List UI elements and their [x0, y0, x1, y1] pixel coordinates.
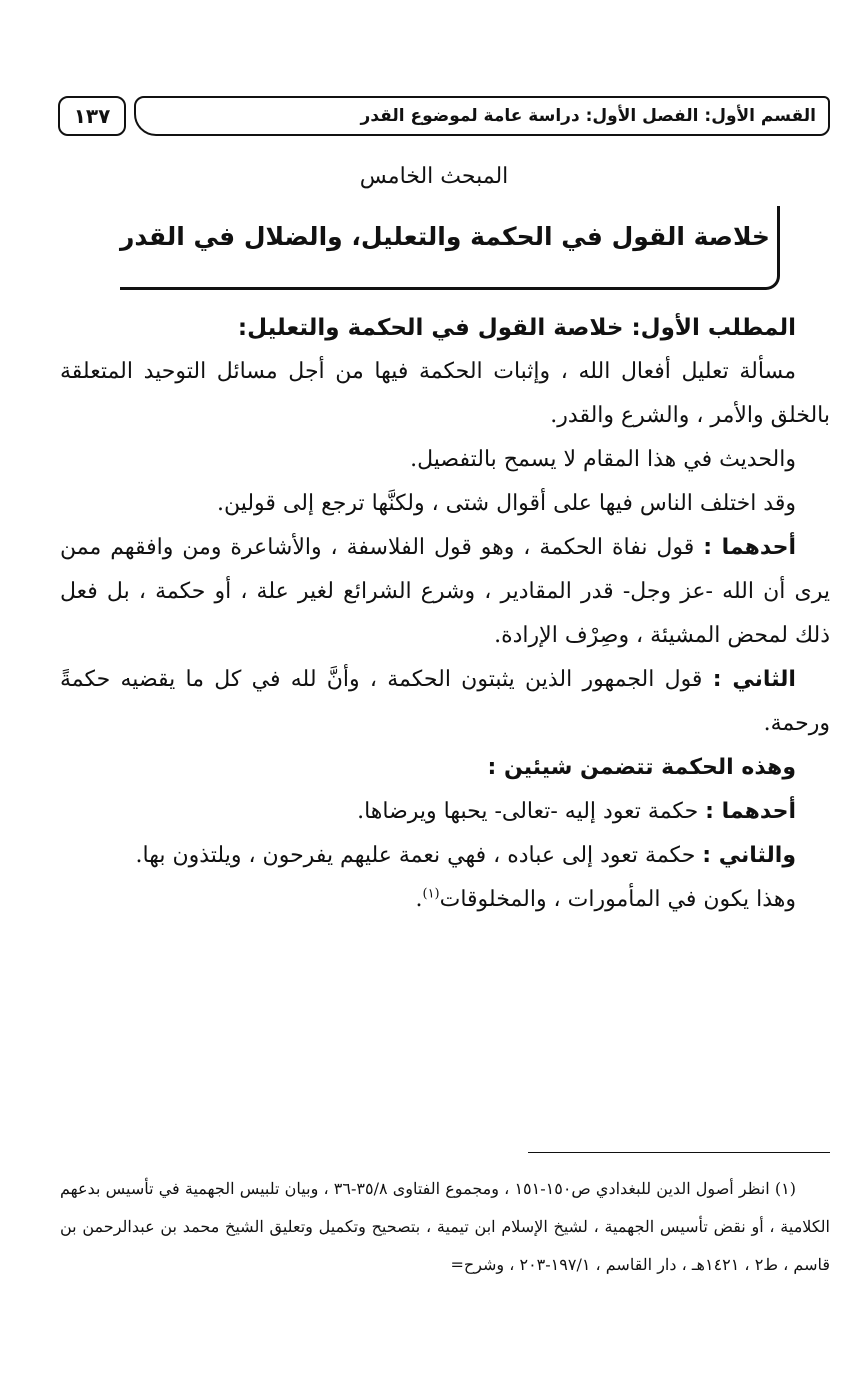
paragraph-8-text: حكمة تعود إلى عباده ، فهي نعمة عليهم يفرحون ، ويلتذون بها. — [135, 843, 703, 868]
footnote-1: (١) انظر أصول الدين للبغدادي ص١٥٠-١٥١ ، ومجموع الفتاوى ٣٥/٨-٣٦ ، وبيان تلبيس الجهمية في تأسيس بدعهم الكلامية ، أو نقض تأسيس الجهمية ، لشيخ الإسلام ابن تيمية ، بتصحيح وتكميل وتعليق الشيخ محمد بن عبدالرحمن بن قاسم ، ط٢ ، ١٤٢١هـ ، دار القاسم ، ١٩٧/١-٢٠٣ ، وشرح= — [60, 1179, 830, 1274]
paragraph-6-text: وهذه الحكمة تتضمن شيئين : — [487, 755, 796, 780]
paragraph-9 — [60, 878, 830, 922]
subheading: المطلب الأول: خلاصة القول في الحكمة والتعليل: — [237, 315, 796, 341]
paragraph-4-lead: أحدهما : — [703, 535, 796, 560]
paragraph-5 — [60, 658, 830, 746]
body-text — [60, 306, 830, 922]
paragraph-7-text: حكمة تعود إليه -تعالى- يحبها ويرضاها. — [357, 799, 706, 824]
paragraph-3: وقد اختلف الناس فيها على أقوال شتى ، ولكنَّها ترجع إلى قولين. — [216, 491, 796, 516]
footnote-divider — [528, 1152, 830, 1153]
section-label: المبحث الخامس — [359, 164, 509, 189]
footnote-marker[interactable]: (١) — [422, 886, 440, 902]
paragraph-4 — [60, 526, 830, 658]
paragraph-8 — [60, 834, 830, 878]
paragraph-9-text: وهذا يكون في المأمورات ، والمخلوقات — [439, 887, 796, 912]
footnote — [60, 1170, 830, 1284]
paragraph-8-lead: والثاني : — [702, 843, 796, 868]
running-title — [134, 96, 830, 136]
chapter-title: خلاصة القول في الحكمة والتعليل، والضلال في القدر — [120, 222, 770, 251]
paragraph-9-end: . — [415, 887, 423, 912]
paragraph-6 — [60, 746, 830, 790]
paragraph-7 — [60, 790, 830, 834]
paragraph-4-text: قول نفاة الحكمة ، وهو قول الفلاسفة ، والأشاعرة ومن وافقهم ممن يرى أن الله -عز وجل- قدر المقادير ، وشرع الشرائع لغير علة ، أو حكمة ، بل فعل ذلك لمحض المشيئة ، وصِرْف الإرادة. — [60, 535, 830, 648]
paragraph-2: والحديث في هذا المقام لا يسمح بالتفصيل. — [410, 447, 796, 472]
page-header — [58, 96, 830, 140]
paragraph-1: مسألة تعليل أفعال الله ، وإثبات الحكمة فيها من أجل مسائل التوحيد المتعلقة بالخلق والأمر ، والشرع والقدر. — [60, 359, 830, 428]
running-title-text: القسم الأول: الفصل الأول: دراسة عامة لموضوع القدر — [360, 106, 816, 126]
paragraph-5-text: قول الجمهور الذين يثبتون الحكمة ، وأنَّ لله في كل ما يقضيه حكمةً ورحمة. — [60, 667, 830, 736]
paragraph-5-lead: الثاني : — [712, 667, 796, 692]
page-number: ١٣٧ — [58, 96, 126, 136]
paragraph-7-lead: أحدهما : — [705, 799, 796, 824]
